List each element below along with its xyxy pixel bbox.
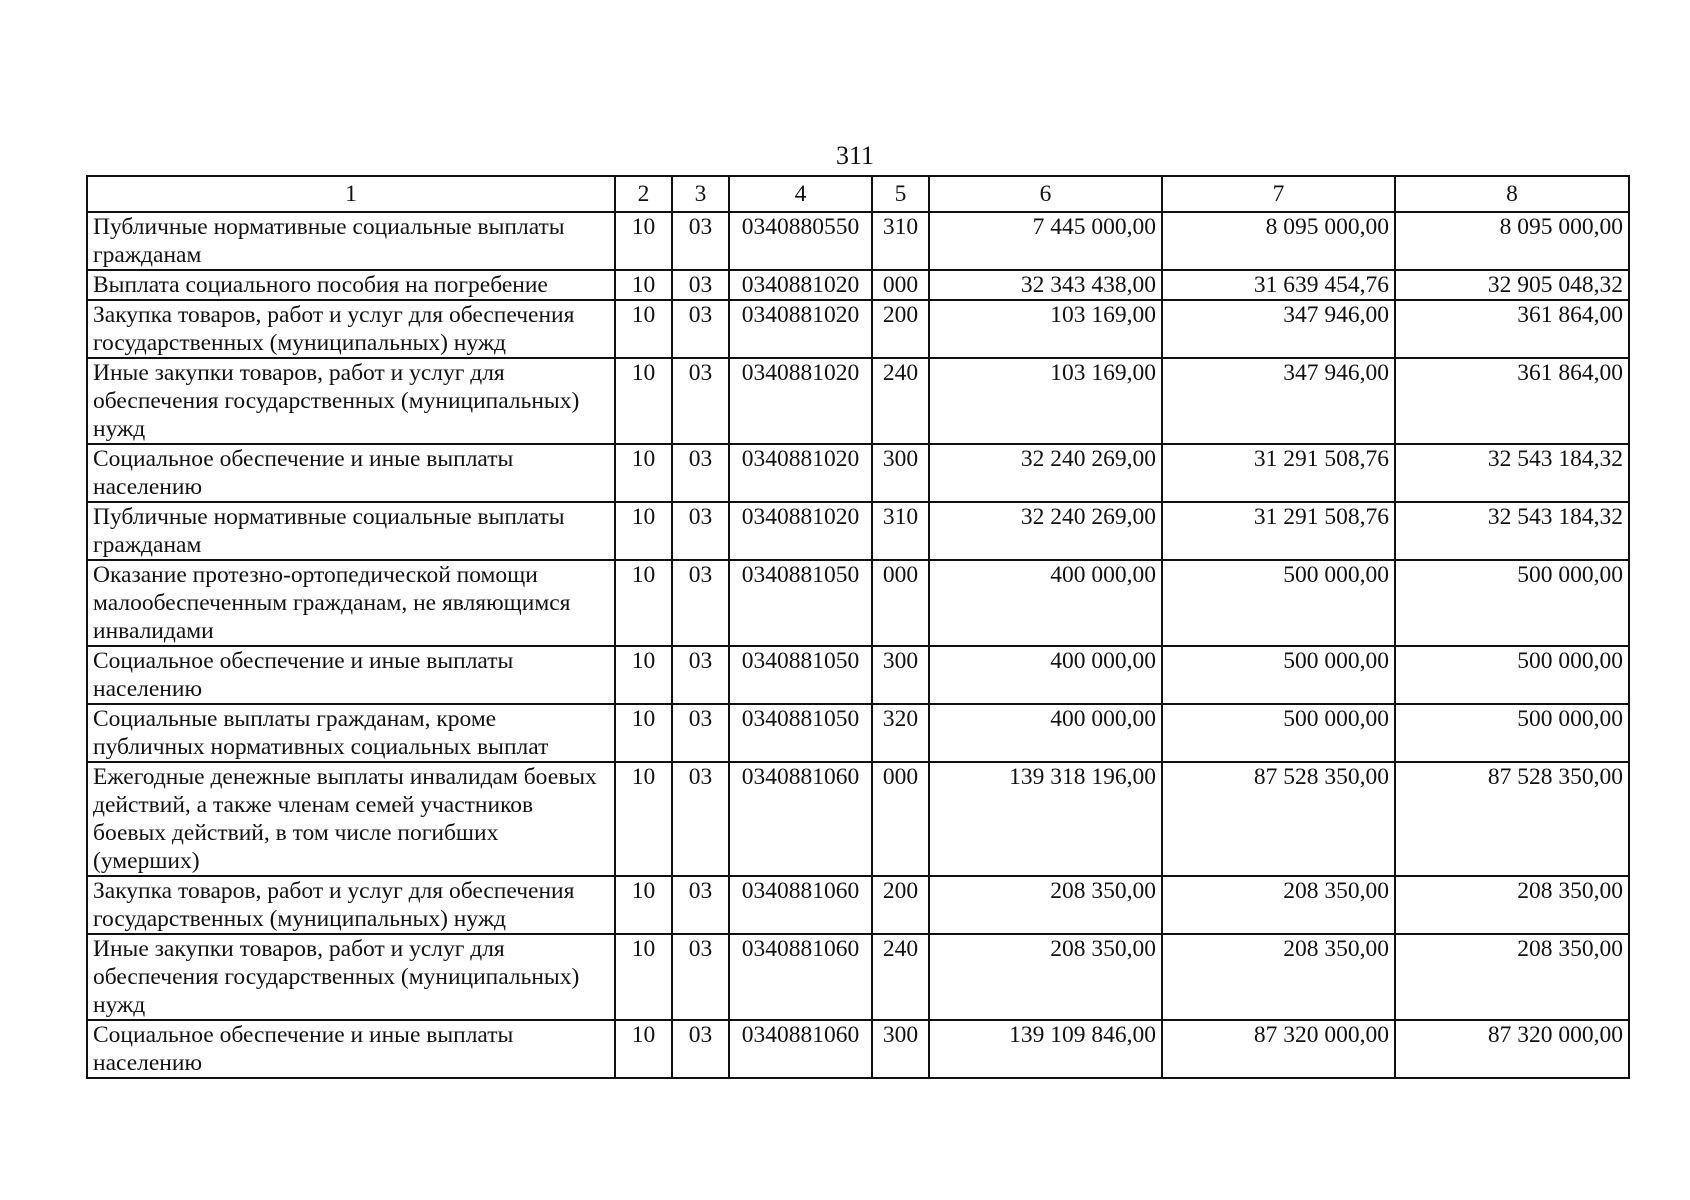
row-section: 10 <box>615 704 672 762</box>
row-expense-type: 240 <box>872 358 929 444</box>
page-number: 311 <box>835 141 875 170</box>
row-sum-8: 208 350,00 <box>1395 876 1629 934</box>
row-name: Социальное обеспечение и иные выплаты населению <box>87 1020 615 1078</box>
row-sum-6: 139 318 196,00 <box>929 762 1162 876</box>
row-sum-6: 103 169,00 <box>929 300 1162 358</box>
row-target-code: 0340881060 <box>729 876 872 934</box>
row-sum-6: 400 000,00 <box>929 560 1162 646</box>
row-subsection: 03 <box>672 444 729 502</box>
row-sum-7: 347 946,00 <box>1162 300 1395 358</box>
row-sum-6: 32 240 269,00 <box>929 502 1162 560</box>
row-subsection: 03 <box>672 358 729 444</box>
row-sum-7: 500 000,00 <box>1162 646 1395 704</box>
row-sum-7: 208 350,00 <box>1162 934 1395 1020</box>
row-target-code: 0340881060 <box>729 1020 872 1078</box>
row-target-code: 0340880550 <box>729 212 872 270</box>
header-col-7: 7 <box>1162 176 1395 212</box>
row-sum-7: 87 528 350,00 <box>1162 762 1395 876</box>
row-subsection: 03 <box>672 300 729 358</box>
table-row <box>87 502 1629 560</box>
table-row <box>87 646 1629 704</box>
row-sum-6: 32 240 269,00 <box>929 444 1162 502</box>
header-col-6: 6 <box>929 176 1162 212</box>
row-expense-type: 200 <box>872 876 929 934</box>
table-row <box>87 270 1629 300</box>
header-col-5: 5 <box>872 176 929 212</box>
row-sum-6: 208 350,00 <box>929 876 1162 934</box>
row-section: 10 <box>615 876 672 934</box>
row-sum-7: 8 095 000,00 <box>1162 212 1395 270</box>
row-section: 10 <box>615 560 672 646</box>
row-sum-7: 31 291 508,76 <box>1162 502 1395 560</box>
row-subsection: 03 <box>672 704 729 762</box>
row-target-code: 0340881050 <box>729 704 872 762</box>
row-subsection: 03 <box>672 934 729 1020</box>
row-target-code: 0340881060 <box>729 762 872 876</box>
row-expense-type: 240 <box>872 934 929 1020</box>
row-subsection: 03 <box>672 212 729 270</box>
row-name: Иные закупки товаров, работ и услуг для обеспечения государственных (муниципальных) нужд <box>87 934 615 1020</box>
row-target-code: 0340881020 <box>729 270 872 300</box>
row-name: Публичные нормативные социальные выплаты гражданам <box>87 212 615 270</box>
row-expense-type: 300 <box>872 1020 929 1078</box>
table-row <box>87 934 1629 1020</box>
table-row <box>87 762 1629 876</box>
row-name: Ежегодные денежные выплаты инвалидам боевых действий, а также членам семей участников боевых действий, в том числе погибших (умерших) <box>87 762 615 876</box>
row-section: 10 <box>615 1020 672 1078</box>
budget-table <box>86 175 1630 1079</box>
row-target-code: 0340881050 <box>729 560 872 646</box>
row-name: Иные закупки товаров, работ и услуг для обеспечения государственных (муниципальных) нужд <box>87 358 615 444</box>
row-name: Социальное обеспечение и иные выплаты населению <box>87 646 615 704</box>
row-subsection: 03 <box>672 502 729 560</box>
header-row <box>87 176 1629 212</box>
table-row <box>87 300 1629 358</box>
row-sum-7: 500 000,00 <box>1162 560 1395 646</box>
row-expense-type: 300 <box>872 444 929 502</box>
row-expense-type: 000 <box>872 270 929 300</box>
header-col-2: 2 <box>615 176 672 212</box>
row-subsection: 03 <box>672 1020 729 1078</box>
row-expense-type: 200 <box>872 300 929 358</box>
row-sum-6: 400 000,00 <box>929 646 1162 704</box>
table-row <box>87 358 1629 444</box>
row-expense-type: 310 <box>872 502 929 560</box>
row-sum-6: 32 343 438,00 <box>929 270 1162 300</box>
row-sum-7: 500 000,00 <box>1162 704 1395 762</box>
header-col-1: 1 <box>87 176 615 212</box>
row-section: 10 <box>615 502 672 560</box>
row-target-code: 0340881020 <box>729 300 872 358</box>
row-sum-6: 139 109 846,00 <box>929 1020 1162 1078</box>
row-sum-7: 87 320 000,00 <box>1162 1020 1395 1078</box>
row-subsection: 03 <box>672 560 729 646</box>
row-target-code: 0340881020 <box>729 358 872 444</box>
row-sum-8: 32 543 184,32 <box>1395 444 1629 502</box>
row-sum-8: 500 000,00 <box>1395 560 1629 646</box>
row-expense-type: 000 <box>872 560 929 646</box>
table-row <box>87 876 1629 934</box>
row-subsection: 03 <box>672 762 729 876</box>
row-sum-6: 103 169,00 <box>929 358 1162 444</box>
row-expense-type: 000 <box>872 762 929 876</box>
row-subsection: 03 <box>672 646 729 704</box>
row-sum-8: 500 000,00 <box>1395 704 1629 762</box>
row-section: 10 <box>615 646 672 704</box>
row-sum-8: 87 320 000,00 <box>1395 1020 1629 1078</box>
table-row <box>87 212 1629 270</box>
table-row <box>87 704 1629 762</box>
row-sum-7: 347 946,00 <box>1162 358 1395 444</box>
row-section: 10 <box>615 934 672 1020</box>
row-section: 10 <box>615 358 672 444</box>
row-name: Закупка товаров, работ и услуг для обеспечения государственных (муниципальных) нужд <box>87 300 615 358</box>
table-row <box>87 560 1629 646</box>
row-sum-8: 361 864,00 <box>1395 300 1629 358</box>
row-name: Оказание протезно-ортопедической помощи малообеспеченным гражданам, не являющимся инвалидами <box>87 560 615 646</box>
row-sum-6: 400 000,00 <box>929 704 1162 762</box>
table-row <box>87 1020 1629 1078</box>
row-subsection: 03 <box>672 270 729 300</box>
row-target-code: 0340881050 <box>729 646 872 704</box>
row-sum-8: 87 528 350,00 <box>1395 762 1629 876</box>
row-sum-8: 208 350,00 <box>1395 934 1629 1020</box>
row-name: Выплата социального пособия на погребение <box>87 270 615 300</box>
row-sum-8: 8 095 000,00 <box>1395 212 1629 270</box>
row-section: 10 <box>615 762 672 876</box>
row-sum-8: 500 000,00 <box>1395 646 1629 704</box>
row-target-code: 0340881020 <box>729 444 872 502</box>
row-sum-6: 208 350,00 <box>929 934 1162 1020</box>
row-expense-type: 320 <box>872 704 929 762</box>
header-col-4: 4 <box>729 176 872 212</box>
table-header <box>87 176 1629 212</box>
row-name: Социальные выплаты гражданам, кроме публичных нормативных социальных выплат <box>87 704 615 762</box>
header-col-8: 8 <box>1395 176 1629 212</box>
table-row <box>87 444 1629 502</box>
row-name: Закупка товаров, работ и услуг для обеспечения государственных (муниципальных) нужд <box>87 876 615 934</box>
row-sum-8: 32 543 184,32 <box>1395 502 1629 560</box>
row-sum-8: 361 864,00 <box>1395 358 1629 444</box>
row-name: Социальное обеспечение и иные выплаты населению <box>87 444 615 502</box>
row-subsection: 03 <box>672 876 729 934</box>
row-section: 10 <box>615 444 672 502</box>
table-body <box>87 212 1629 1078</box>
row-section: 10 <box>615 270 672 300</box>
row-sum-7: 31 639 454,76 <box>1162 270 1395 300</box>
row-section: 10 <box>615 212 672 270</box>
row-sum-7: 208 350,00 <box>1162 876 1395 934</box>
row-target-code: 0340881060 <box>729 934 872 1020</box>
row-section: 10 <box>615 300 672 358</box>
row-expense-type: 300 <box>872 646 929 704</box>
row-sum-6: 7 445 000,00 <box>929 212 1162 270</box>
row-expense-type: 310 <box>872 212 929 270</box>
row-sum-7: 31 291 508,76 <box>1162 444 1395 502</box>
row-name: Публичные нормативные социальные выплаты гражданам <box>87 502 615 560</box>
row-sum-8: 32 905 048,32 <box>1395 270 1629 300</box>
row-target-code: 0340881020 <box>729 502 872 560</box>
header-col-3: 3 <box>672 176 729 212</box>
